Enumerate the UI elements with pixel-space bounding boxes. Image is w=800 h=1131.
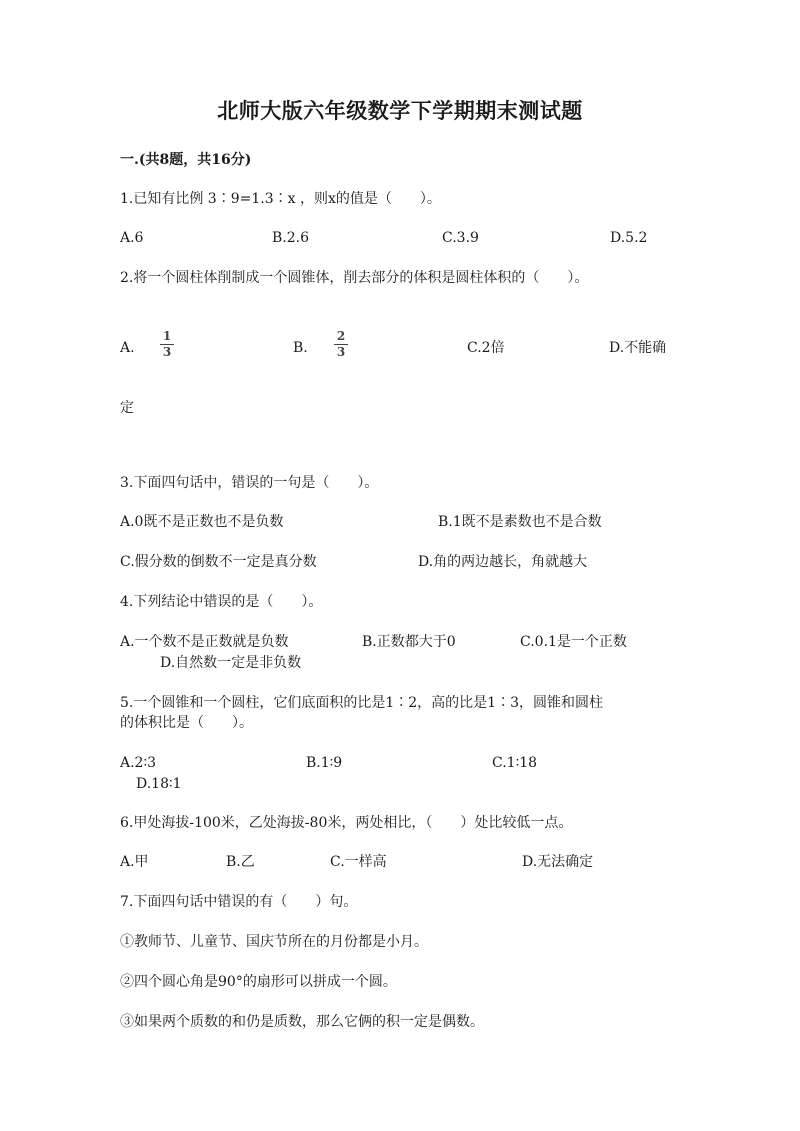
q1-option-d: D.5.2 [610,230,648,246]
question-1-stem: 1.已知有比例 3∶9=1.3∶x ，则x的值是（ ）。 [120,191,441,207]
q2-option-a-label: A. [120,340,135,356]
question-3-stem: 3.下面四句话中，错误的一句是（ ）。 [120,475,379,491]
q2-option-d-continuation: 定 [120,400,134,416]
q3-option-a: A.0既不是正数也不是负数 [120,514,284,530]
page-title: 北师大版六年级数学下学期期末测试题 [217,98,583,123]
question-4-stem: 4.下列结论中错误的是（ ）。 [120,594,323,610]
q6-option-a: A.甲 [120,854,149,870]
fraction-denominator: 3 [162,345,172,359]
q2-option-d: D.不能确 [609,340,667,356]
fraction-numerator: 1 [162,329,172,343]
question-6-stem: 6.甲处海拔-100米，乙处海拔-80米，两处相比，（ ）处比较低一点。 [120,815,573,831]
q5-option-b: B.1∶9 [306,755,343,771]
q5-option-a: A.2∶3 [120,755,157,771]
q1-option-a: A.6 [120,230,144,246]
q7-statement-2: ②四个圆心角是90°的扇形可以拼成一个圆。 [120,974,397,990]
q4-option-c: C.0.1是一个正数 [520,634,627,650]
q6-option-d: D.无法确定 [522,854,594,870]
q5-option-d: D.18∶1 [136,776,182,792]
question-7-stem: 7.下面四句话中错误的有（ ）句。 [120,894,358,910]
q7-statement-1: ①教师节、儿童节、国庆节所在的月份都是小月。 [120,934,428,950]
q4-option-a: A.一个数不是正数就是负数 [120,634,289,650]
q3-option-c: C.假分数的倒数不一定是真分数 [120,554,317,570]
q3-option-d: D.角的两边越长，角就越大 [418,554,588,570]
q1-option-b: B.2.6 [272,230,310,246]
question-5-stem-line-1: 5.一个圆锥和一个圆柱，它们底面积的比是1∶2，高的比是1∶3，圆锥和圆柱 [120,695,603,711]
q4-option-d: D.自然数一定是非负数 [160,655,302,671]
q4-option-b: B.正数都大于0 [362,634,456,650]
q2-option-b-label: B. [293,340,308,356]
q2-option-a-fraction [160,330,174,359]
question-5-stem-line-2: 的体积比是（ ）。 [120,715,253,731]
q3-option-b: B.1既不是素数也不是合数 [438,514,602,530]
q5-option-c: C.1∶18 [492,755,538,771]
fraction-numerator: 2 [336,329,346,343]
q6-option-c: C.一样高 [330,854,387,870]
fraction-denominator: 3 [336,345,346,359]
question-2-stem: 2.将一个圆柱体削制成一个圆锥体，削去部分的体积是圆柱体积的（ ）。 [120,270,589,286]
q2-option-c: C.2倍 [467,340,505,356]
q2-option-b-fraction [334,330,348,359]
section-heading: 一.(共8题，共16分) [120,152,252,168]
q1-option-c: C.3.9 [442,230,479,246]
q6-option-b: B.乙 [226,854,255,870]
q7-statement-3: ③如果两个质数的和仍是质数，那么它俩的积一定是偶数。 [120,1014,484,1030]
